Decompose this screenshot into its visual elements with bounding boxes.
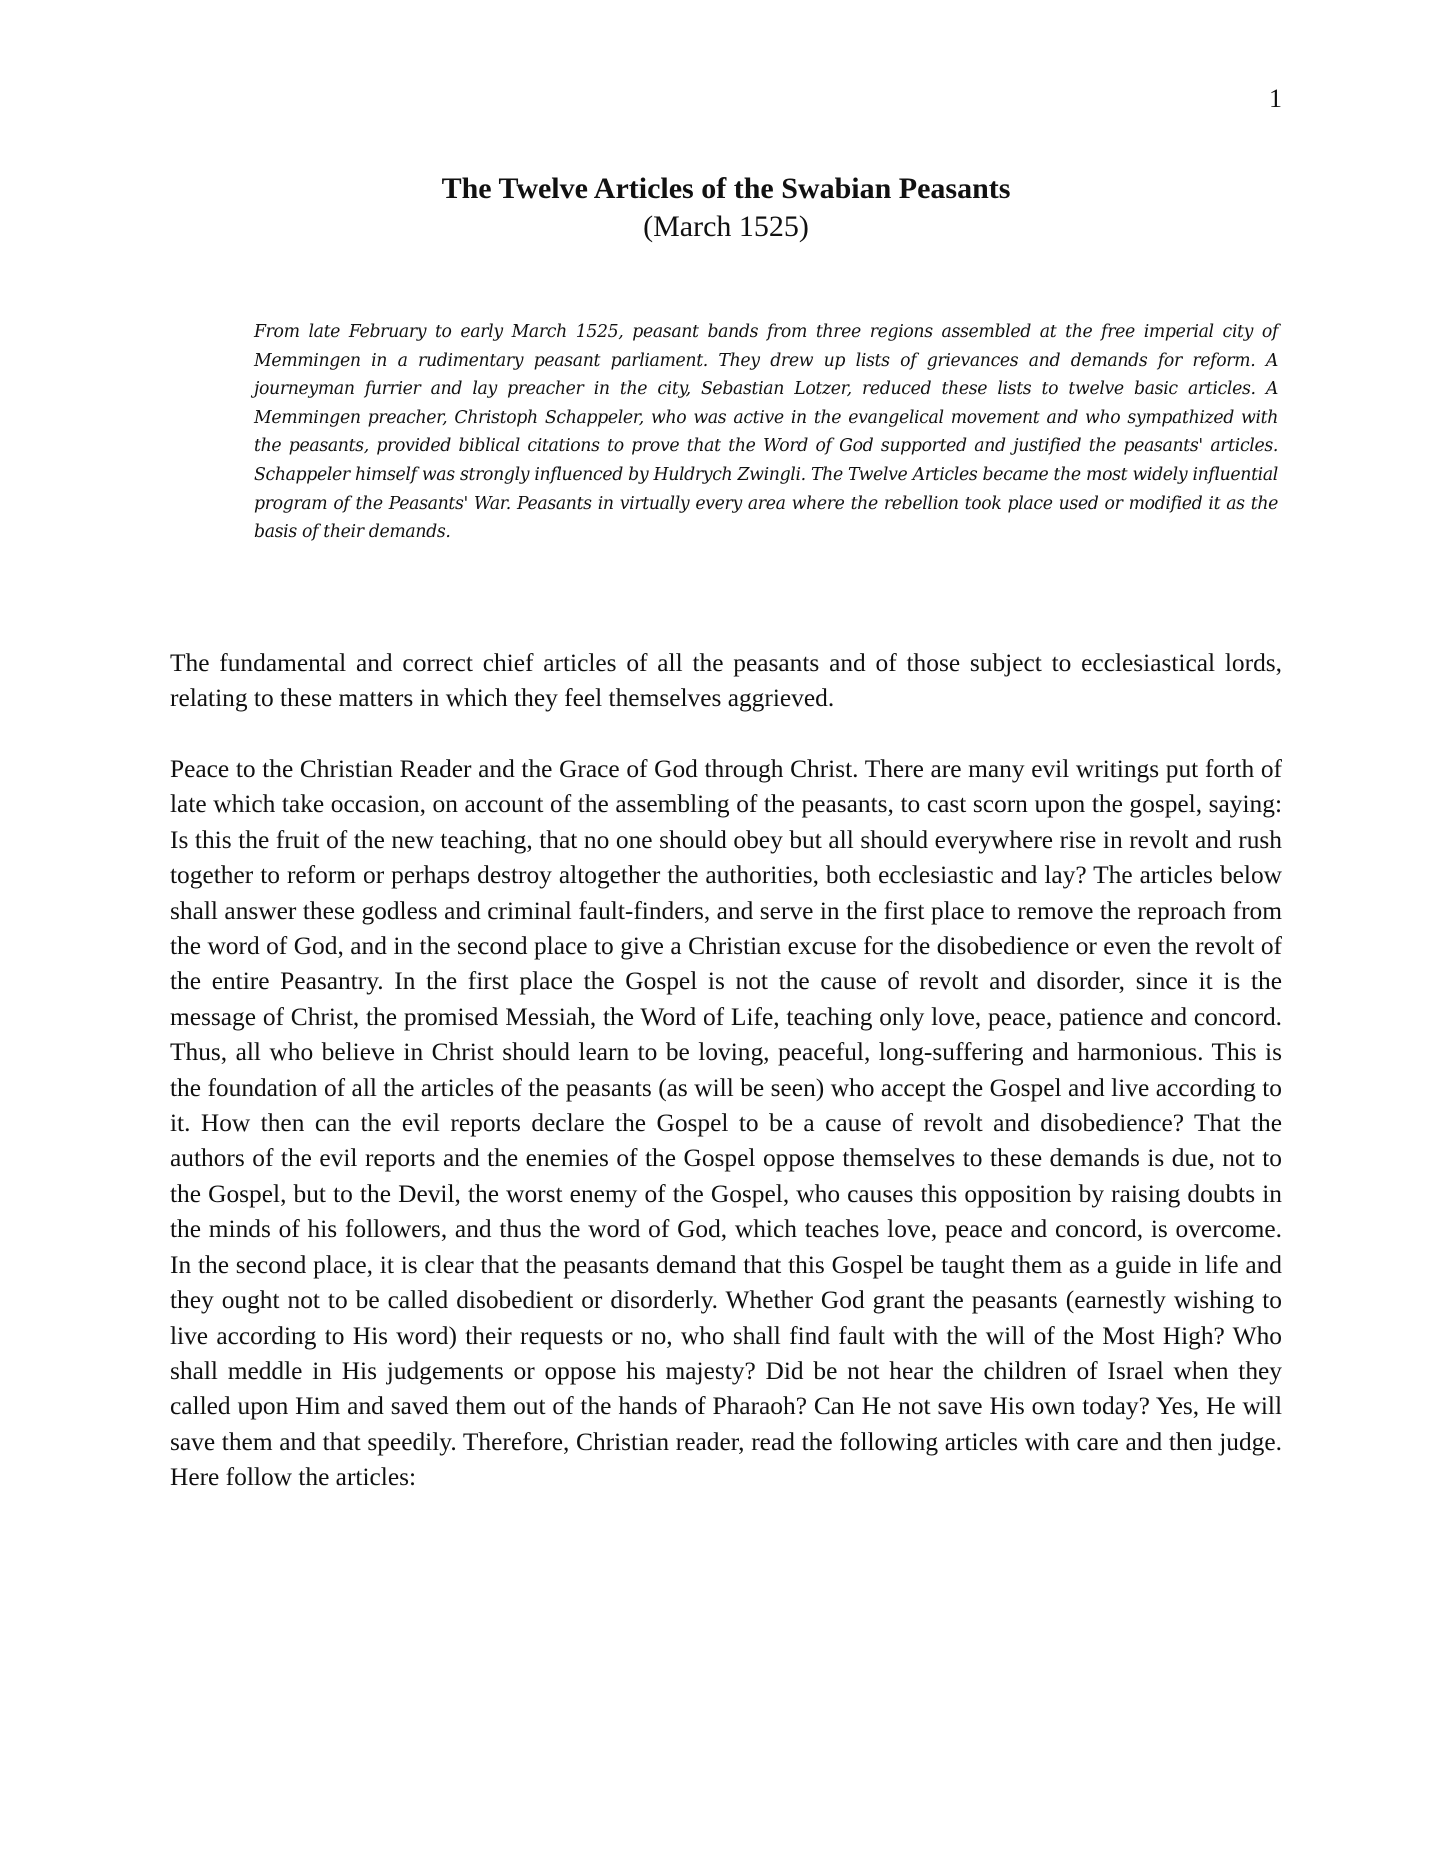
title-block (170, 170, 1282, 246)
document-title: The Twelve Articles of the Swabian Peasants (441, 172, 1011, 205)
intro-note: From late February to early March 1525, peasant bands from three regions assembled at the free imperial city of Memmingen in a rudimentary peasant parliament. They drew up lists of grievances and demands for reform. A journeyman furrier and lay preacher in the city, Sebastian Lotzer, reduced these lists to twelve basic articles. A Memmingen preacher, Christoph Schappeler, who was active in the evangelical movement and who sympathized with the peasants, provided biblical citations to prove that the Word of God supported and justified the peasants' articles. Schappeler himself was strongly influenced by Huldrych Zwingli. The Twelve Articles became the most widely influential program of the Peasants' War. Peasants in virtually every area where the rebellion took place used or modified it as the basis of their demands. (254, 322, 1278, 543)
body-paragraph-main: Peace to the Christian Reader and the Grace of God through Christ. There are many evil writings put forth of late which take occasion, on account of the assembling of the peasants, to cast scorn upon the gospel, saying: Is this the fruit of the new teaching, that no one should obey but all should everywhere rise in revolt and rush together to reform or perhaps destroy altogether the authorities, both ecclesiastic and lay? The articles below shall answer these godless and criminal fault-finders, and serve in the first place to remove the reproach from the word of God, and in the second place to give a Christian excuse for the disobedience or even the revolt of the entire Peasantry. In the first place the Gospel is not the cause of revolt and disorder, since it is the message of Christ, the promised Messiah, the Word of Life, teaching only love, peace, patience and concord. Thus, all who believe in Christ should learn to be loving, peaceful, long-suffering and harmonious. This is the foundation of all the articles of the peasants (as will be seen) who accept the Gospel and live according to it. How then can the evil reports declare the Gospel to be a cause of revolt and disobedience? That the authors of the evil reports and the enemies of the Gospel oppose themselves to these demands is due, not to the Gospel, but to the Devil, the worst enemy of the Gospel, who causes this opposition by raising doubts in the minds of his followers, and thus the word of God, which teaches love, peace and concord, is overcome. In the second place, it is clear that the peasants demand that this Gospel be taught them as a guide in life and they ought not to be called disobedient or disorderly. Whether God grant the peasants (earnestly wishing to live according to His word) their requests or no, who shall find fault with the will of the Most High? Who shall meddle in His judgements or oppose his majesty? Did be not hear the children of Israel when they called upon Him and saved them out of the hands of Pharaoh? Can He not save His own today? Yes, He will save them and that speedily. Therefore, Christian reader, read the following articles with care and then judge. Here follow the articles: (170, 755, 1282, 1492)
document-subtitle: (March 1525) (643, 210, 809, 243)
body-paragraph-preamble: The fundamental and correct chief articles of all the peasants and of those subject to ecclesiastical lords, relating to these matters in which they feel themselves aggrieved. (170, 649, 1282, 713)
page-number: 1 (1269, 84, 1282, 113)
